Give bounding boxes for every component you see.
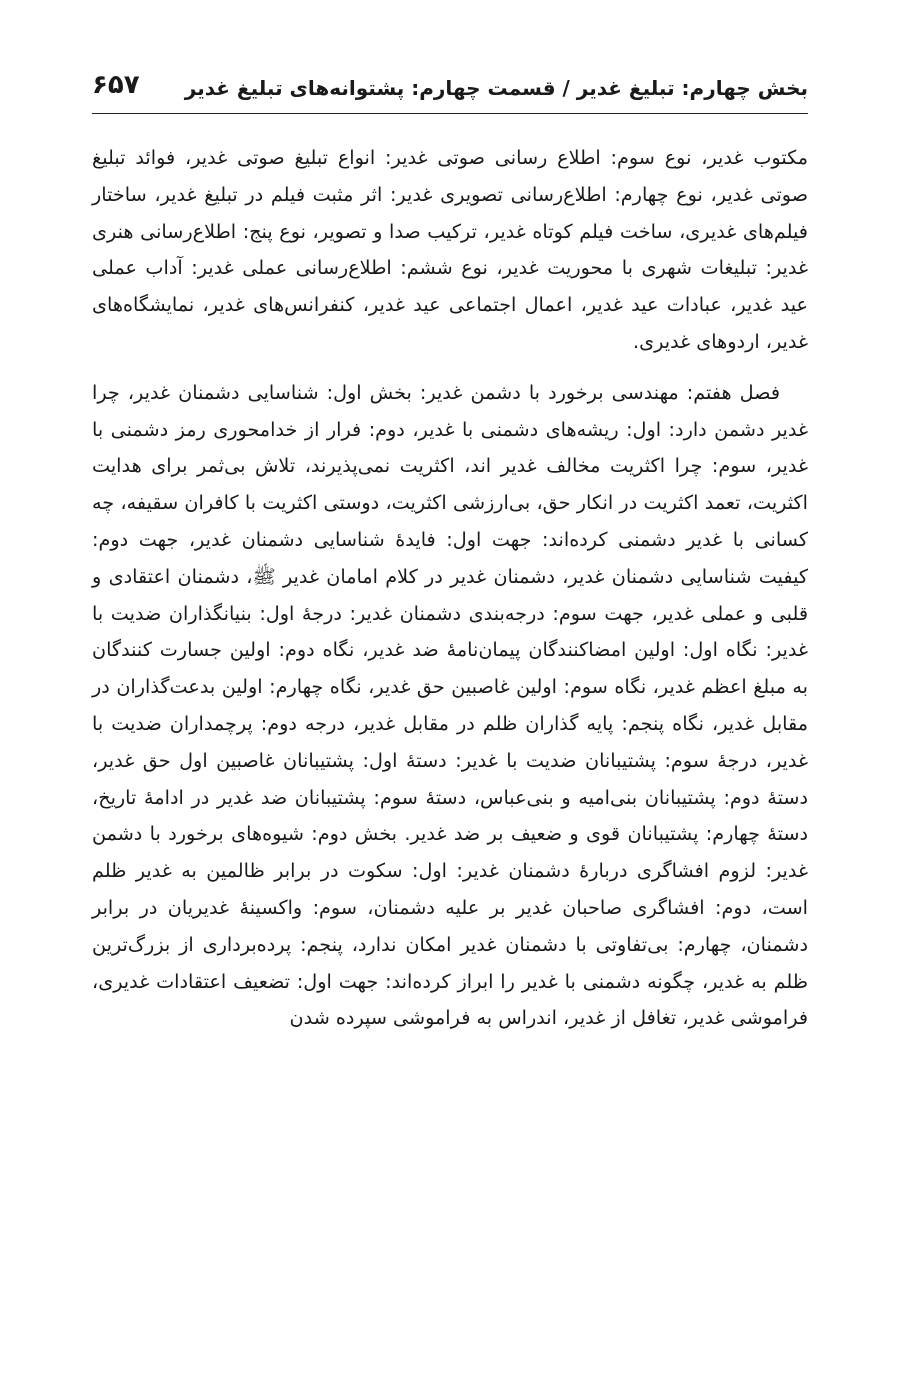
paragraph-2: فصل هفتم: مهندسی برخورد با دشمن غدیر: بخش اول: شناسایی دشمنان غدیر، چرا غدیر دشمن دارد: اول: ریشه‌های دشمنی با غدیر، دوم: فرار از خدامحوری رمز دشمنی با غدیر، سوم: چرا اکثریت مخالف غدیر اند، اکثریت نمی‌پذیرند، تلاش بی‌ثمر برای هدایت اکثریت، تعمد اکثریت در انکار حق، بی‌ارزشی اکثریت، دوستی اکثریت با کافران سقیفه، چه کسانی با غدیر دشمنی کرده‌اند: جهت اول: فایدهٔ شناسایی دشمنان غدیر، جهت دوم: کیفیت شناسایی دشمنان غدیر، دشمنان غدیر در کلام امامان غدیر ﷺ، دشمنان اعتقادی و قلبی و عملی غدیر، جهت سوم: درجه‌بندی دشمنان غدیر: درجهٔ اول: بنیانگذاران ضدیت با غدیر: نگاه اول: اولین امضاکنندگان پیمان‌نامهٔ ضد غدیر، نگاه دوم: اولین جسارت کنندگان به مبلغ اعظم غدیر، نگاه سوم: اولین غاصبین حق غدیر، نگاه چهارم: اولین بدعت‌گذاران در مقابل غدیر، نگاه پنجم: پایه گذاران ظلم در مقابل غدیر، درجه دوم: پرچمداران ضدیت با غدیر، درجهٔ سوم: پشتیبانان ضدیت با غدیر: دستهٔ اول: پشتیبانان غاصبین اول حق غدیر، دستهٔ دوم: پشتیبانان بنی‌امیه و بنی‌عباس، دستهٔ سوم: پشتیبانان ضد غدیر در ادامهٔ تاریخ، دستهٔ چهارم: پشتیبانان قوی و ضعیف بر ضد غدیر. بخش دوم: شیوه‌های برخورد با دشمن غدیر: لزوم افشاگری دربارهٔ دشمنان غدیر: اول: سکوت در برابر ظالمین به غدیر ظلم است، دوم: افشاگری صاحبان غدیر بر علیه دشمنان، سوم: واکسینهٔ غدیریان در برابر دشمنان، چهارم: بی‌تفاوتی با دشمنان غدیر امکان ندارد، پنجم: پرده‌برداری از بزرگ‌ترین ظلم به غدیر، چگونه دشمنی با غدیر را ابراز کرده‌اند: جهت اول: تضعیف اعتقادات غدیری، فراموشی غدیر، تغافل از غدیر، اندراس به فراموشی سپرده شدن bbox=[92, 380, 808, 1030]
body-text bbox=[92, 140, 808, 1037]
page-number: ۶۵۷ bbox=[92, 70, 140, 100]
running-title: بخش چهارم: تبلیغ غدیر / قسمت چهارم: پشتوانه‌های تبلیغ غدیر bbox=[184, 76, 808, 100]
paragraph-1: مکتوب غدیر، نوع سوم: اطلاع رسانی صوتی غدیر: انواع تبلیغ صوتی غدیر، فوائد تبلیغ صوتی غدیر، نوع چهارم: اطلاع‌رسانی تصویری غدیر: اثر مثبت فیلم در تبلیغ غدیر، ساختار فیلم‌های غدیری، ساخت فیلم کوتاه غدیر، ترکیب صدا و تصویر، نوع پنج: اطلاع‌رسانی هنری غدیر: تبلیغات شهری با محوریت غدیر، نوع ششم: اطلاع‌رسانی عملی غدیر: آداب عملی عید غدیر، عبادات عید غدیر، اعمال اجتماعی عید غدیر، کنفرانس‌های غدیر، نمایشگاه‌های غدیر، اردوهای غدیری. bbox=[92, 146, 808, 353]
page-header bbox=[92, 62, 808, 114]
